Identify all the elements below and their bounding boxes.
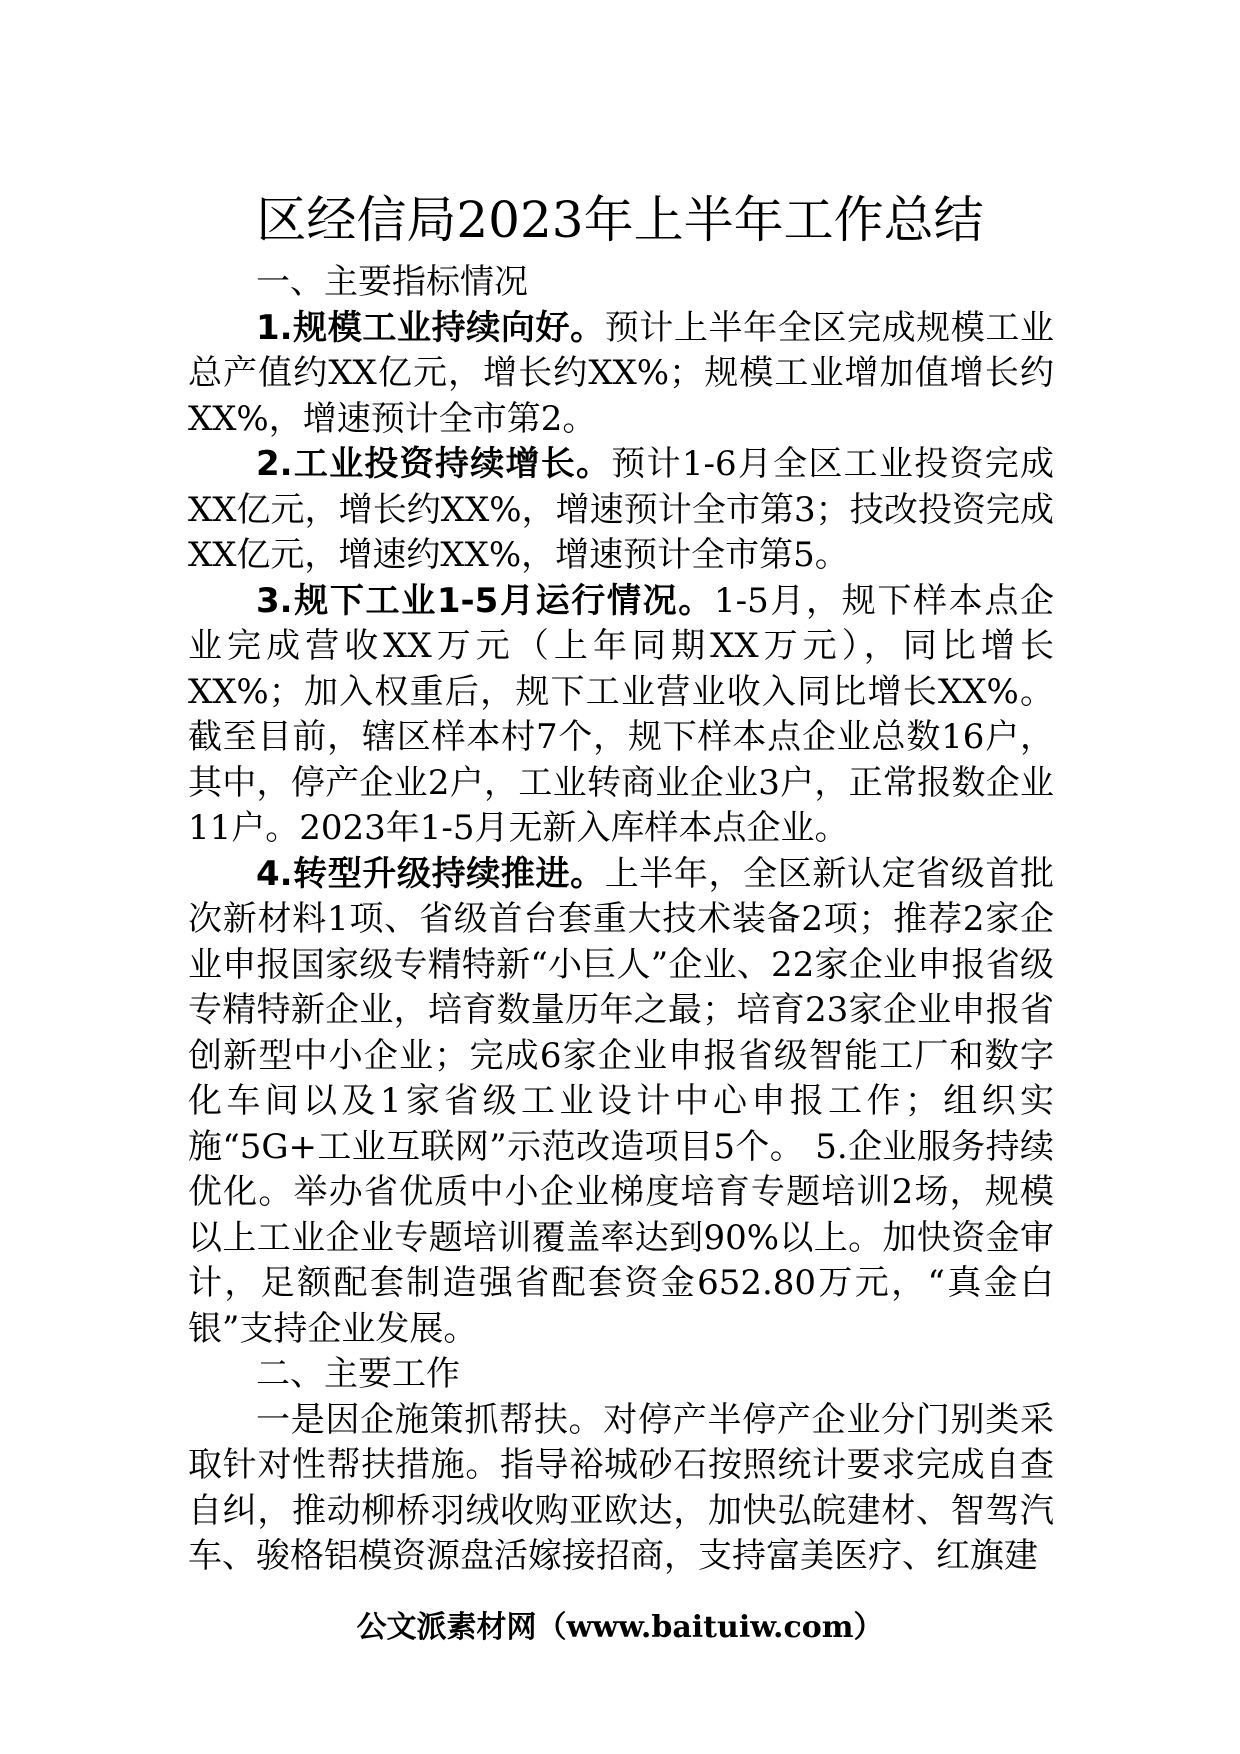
- indicator-paragraph-3: [188, 579, 1054, 852]
- indicator-text-3: 1-5月，规下样本点企业完成营收XX万元（上年同期XX万元），同比增长XX%；加入权重后，规下工业营业收入同比增长XX%。截至目前，辖区样本村7个，规下样本点企业总数16户，其中，停产企业2户，工业转商业企业3户，正常报数企业11户。2023年1-5月无新入库样本点企业。: [188, 580, 1054, 848]
- indicator-text-1: 预计上半年全区完成规模工业总产值约XX亿元，增长约XX%；规模工业增加值增长约XX%，增速预计全市第2。: [188, 307, 1055, 439]
- indicator-paragraph-4: [188, 852, 1054, 1353]
- indicator-lead-2: 2.工业投资持续增长。: [256, 444, 612, 484]
- indicator-paragraph-2: [188, 442, 1054, 579]
- indicator-lead-4: 4.转型升级持续推进。: [256, 853, 605, 894]
- main-work-paragraph: 一是因企施策抓帮扶。对停产半停产企业分门别类采取针对性帮扶措施。指导裕城砂石按照统计要求完成自查自纠，推动柳桥羽绒收购亚欧达，加快弘皖建材、智驾汽车、骏格铝模资源盘活嫁接招商，支持富美医疗、红旗建: [188, 1399, 1054, 1576]
- section-heading-main-work: 二、主要工作: [256, 1354, 460, 1394]
- indicator-paragraph-1: [188, 306, 1054, 443]
- indicator-lead-3: 3.规下工业1-5月运行情况。: [256, 580, 714, 621]
- indicator-text-2: 预计1-6月全区工业投资完成XX亿元，增长约XX%，增速预计全市第3；技改投资完成XX亿元，增速约XX%，增速预计全市第5。: [188, 444, 1054, 575]
- footer-watermark-text: 公文派素材网（www.baituiw.com）: [356, 1610, 884, 1645]
- document-title: 区经信局2023年上半年工作总结: [256, 191, 984, 249]
- indicator-text-4: 上半年，全区新认定省级首批次新材料1项、省级首台套重大技术装备2项；推荐2家企业申报国家级专精特新“小巨人”企业、22家企业申报省级专精特新企业，培育数量历年之最；培育23家企业申报省创新型中小企业；完成6家企业申报省级智能工厂和数字化车间以及1家省级工业设计中心申报工作；组织实施“5G+工业互联网”示范改造项目5个。 5.企业服务持续优化。举办省优质中小企业梯度培育专题培训2场，规模以上工业企业专题培训覆盖率达到90%以上。加快资金审计，足额配套制造强省配套资金652.80万元，“真金白银”支持企业发展。: [188, 853, 1055, 1349]
- indicator-lead-1: 1.规模工业持续向好。: [256, 307, 605, 348]
- document-body: [188, 260, 1054, 1580]
- section-heading-main-indicators: 一、主要指标情况: [256, 262, 528, 302]
